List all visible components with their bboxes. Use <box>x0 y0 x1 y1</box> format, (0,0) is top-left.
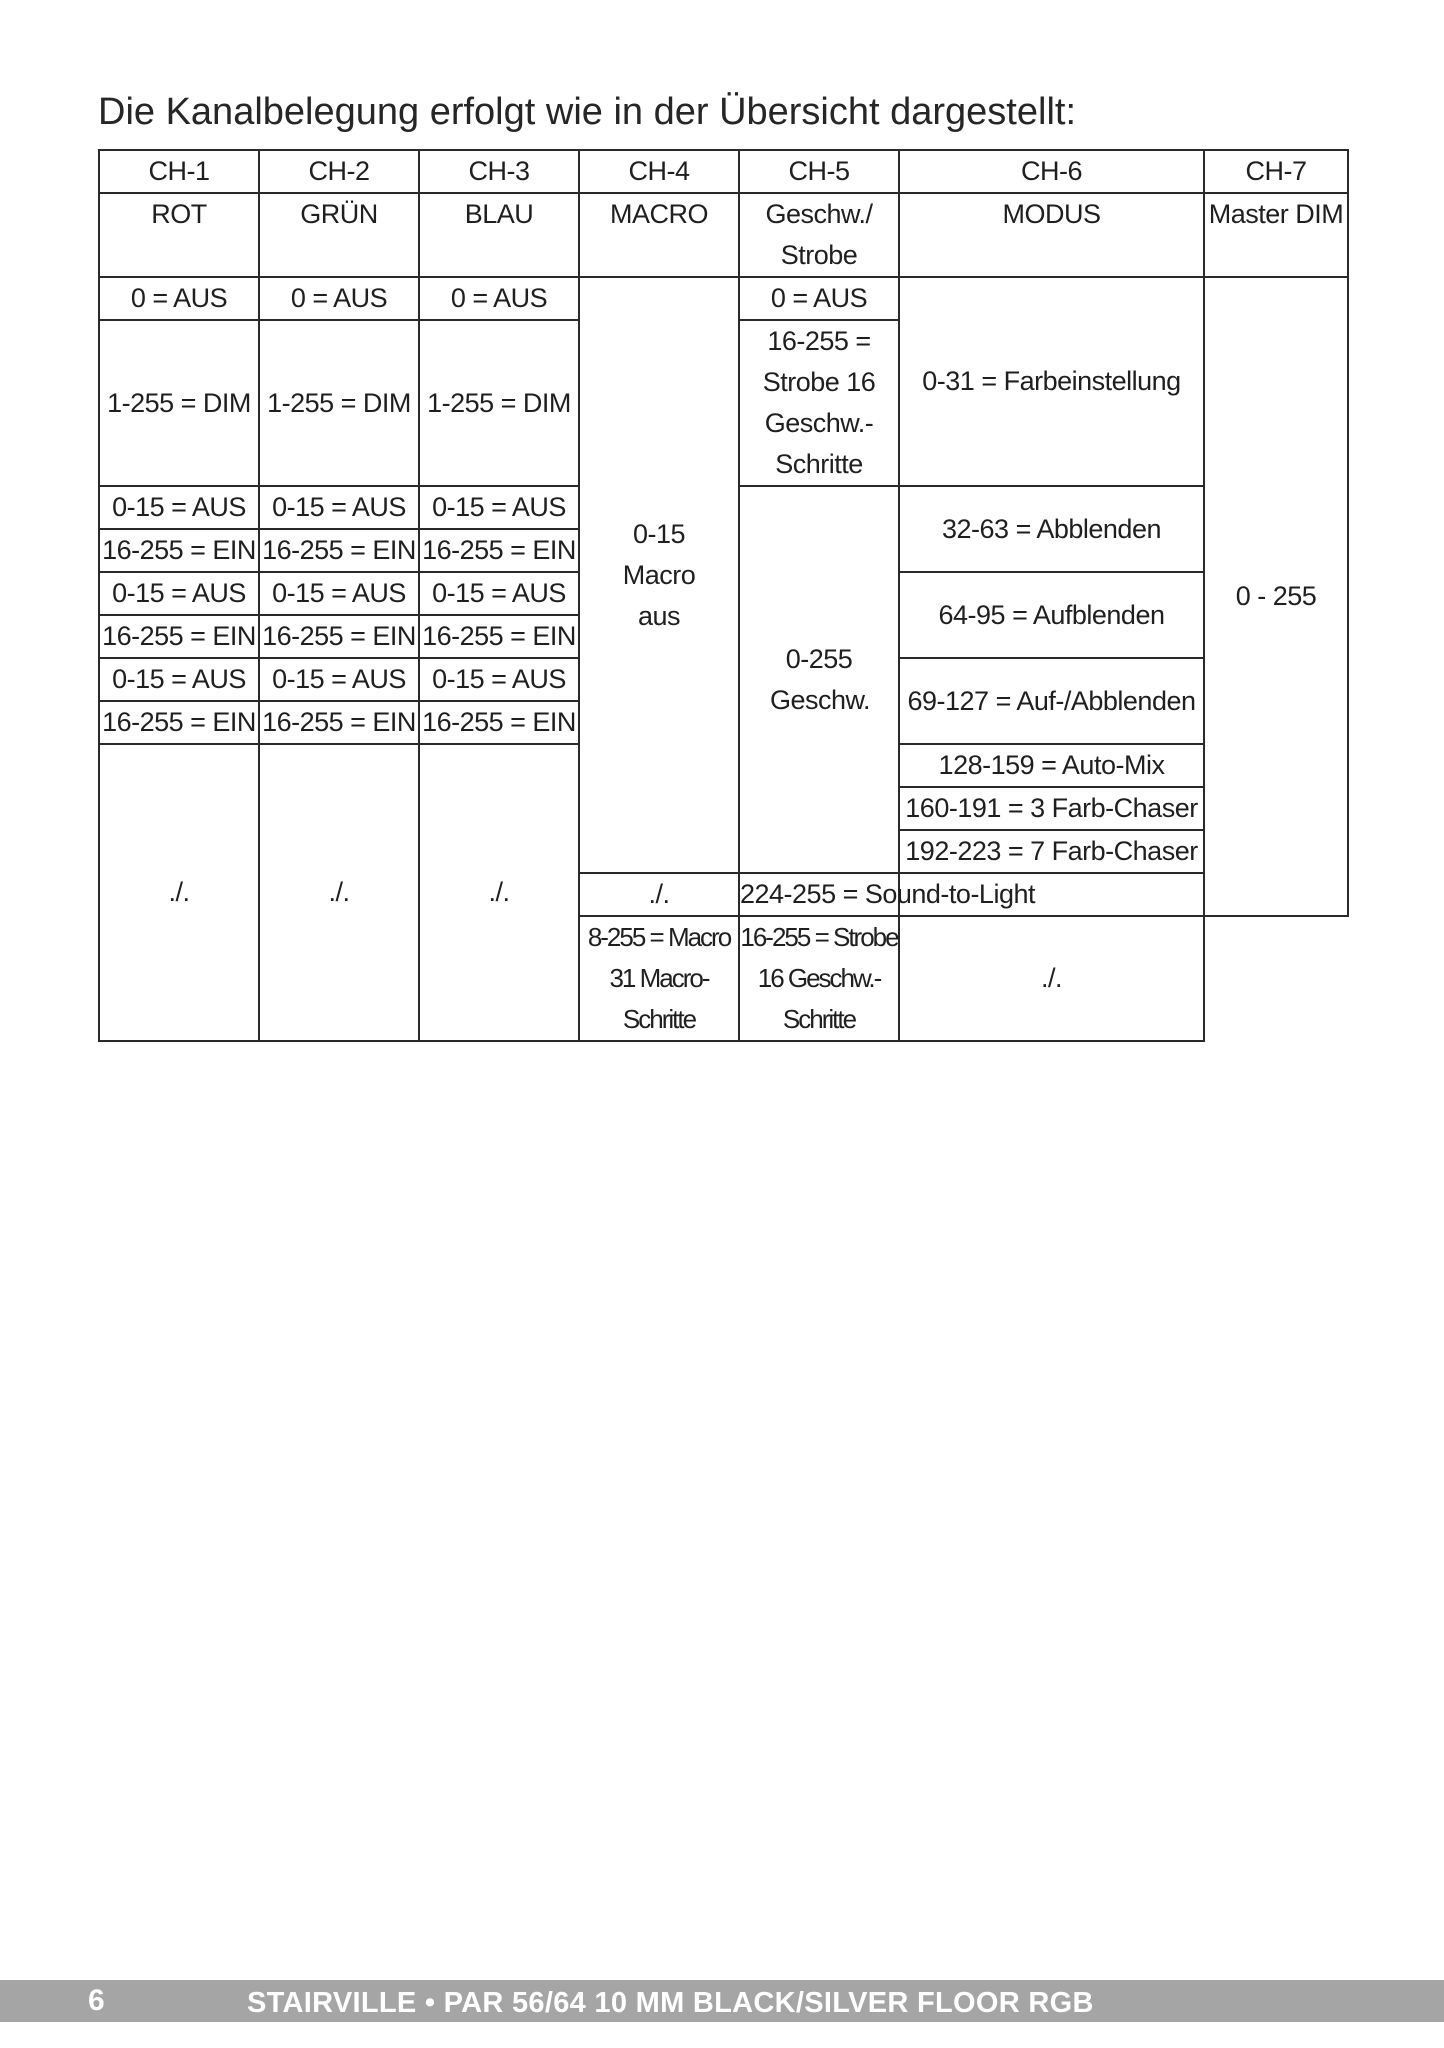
ch1-cell: ./. <box>99 744 259 1041</box>
ch2-cell: ./. <box>259 744 419 1041</box>
ch1-cell: 0-15 = AUS <box>99 572 259 615</box>
ch3-cell: 16-255 = EIN <box>419 701 579 744</box>
channel-header: CH-3 <box>419 150 579 193</box>
ch1-cell: 16-255 = EIN <box>99 701 259 744</box>
footer-product-line: STAIRVILLE • PAR 56/64 10 MM BLACK/SILVER FLOOR RGB <box>247 1987 1094 2019</box>
ch6-cell: 69-127 = Auf-/Abblenden <box>899 658 1204 744</box>
channel-header: CH-4 <box>579 150 739 193</box>
ch1-cell: 1-255 = DIM <box>99 320 259 486</box>
table-row <box>99 277 1348 320</box>
ch6-cell: 128-159 = Auto-Mix <box>899 744 1204 787</box>
ch1-cell: 0 = AUS <box>99 277 259 320</box>
channel-header: CH-5 <box>739 150 899 193</box>
ch6-cell: 32-63 = Abblenden <box>899 486 1204 572</box>
ch2-cell: 16-255 = EIN <box>259 615 419 658</box>
ch2-cell: 0 = AUS <box>259 277 419 320</box>
ch3-cell: 0-15 = AUS <box>419 486 579 529</box>
ch3-cell: 16-255 = EIN <box>419 615 579 658</box>
channel-header: CH-1 <box>99 150 259 193</box>
ch6-cell: 0-31 = Farbeinstellung <box>899 277 1204 486</box>
ch5-strobe-cell: 16-255 = Strobe 16 Geschw.- Schritte <box>739 320 899 486</box>
channel-header: CH-7 <box>1204 150 1348 193</box>
ch5-strobe-steps-cell: 16-255 = Strobe 16 Geschw.- Schritte <box>739 916 899 1041</box>
function-cell: Geschw./ Strobe <box>739 193 899 277</box>
ch4-macro-steps-cell: 8-255 = Macro 31 Macro- Schritte <box>579 916 739 1041</box>
ch2-cell: 0-15 = AUS <box>259 486 419 529</box>
ch1-cell: 0-15 = AUS <box>99 658 259 701</box>
channel-header: CH-2 <box>259 150 419 193</box>
ch2-cell: 16-255 = EIN <box>259 529 419 572</box>
channel-table <box>98 149 1349 1042</box>
ch3-cell: 0 = AUS <box>419 277 579 320</box>
ch7-cell: 0 - 255 <box>1204 277 1348 916</box>
ch2-cell: 0-15 = AUS <box>259 572 419 615</box>
function-row <box>99 193 1348 277</box>
ch6-cell: 192-223 = 7 Farb-Chaser <box>899 830 1204 873</box>
ch3-cell: 1-255 = DIM <box>419 320 579 486</box>
ch1-cell: 16-255 = EIN <box>99 615 259 658</box>
ch6-cell: 160-191 = 3 Farb-Chaser <box>899 787 1204 830</box>
function-cell: Master DIM <box>1204 193 1348 277</box>
ch3-cell: 16-255 = EIN <box>419 529 579 572</box>
ch6-cell: ./. <box>899 916 1204 1041</box>
channel-header-row <box>99 150 1348 193</box>
function-cell: MACRO <box>579 193 739 277</box>
ch4-macro-off-cell: 0-15 Macro aus <box>579 277 739 873</box>
ch5-speed-cell: 0-255 Geschw. <box>739 486 899 873</box>
function-cell: GRÜN <box>259 193 419 277</box>
ch3-cell: 0-15 = AUS <box>419 658 579 701</box>
ch2-cell: 1-255 = DIM <box>259 320 419 486</box>
ch6-cell: 64-95 = Aufblenden <box>899 572 1204 658</box>
page-footer <box>0 1980 1444 2022</box>
ch5-cell: 0 = AUS <box>739 277 899 320</box>
ch1-cell: 16-255 = EIN <box>99 529 259 572</box>
page-number: 6 <box>88 1984 105 2017</box>
ch5-cell: ./. <box>579 873 739 916</box>
ch6-cell: 224-255 = Sound-to-Light <box>739 873 899 916</box>
ch2-cell: 0-15 = AUS <box>259 658 419 701</box>
ch3-cell: 0-15 = AUS <box>419 572 579 615</box>
function-cell: BLAU <box>419 193 579 277</box>
channel-header: CH-6 <box>899 150 1204 193</box>
ch3-cell: ./. <box>419 744 579 1041</box>
ch1-cell: 0-15 = AUS <box>99 486 259 529</box>
function-cell: ROT <box>99 193 259 277</box>
intro-heading: Die Kanalbelegung erfolgt wie in der Übersicht dargestellt: <box>98 91 1076 133</box>
function-cell: MODUS <box>899 193 1204 277</box>
ch2-cell: 16-255 = EIN <box>259 701 419 744</box>
